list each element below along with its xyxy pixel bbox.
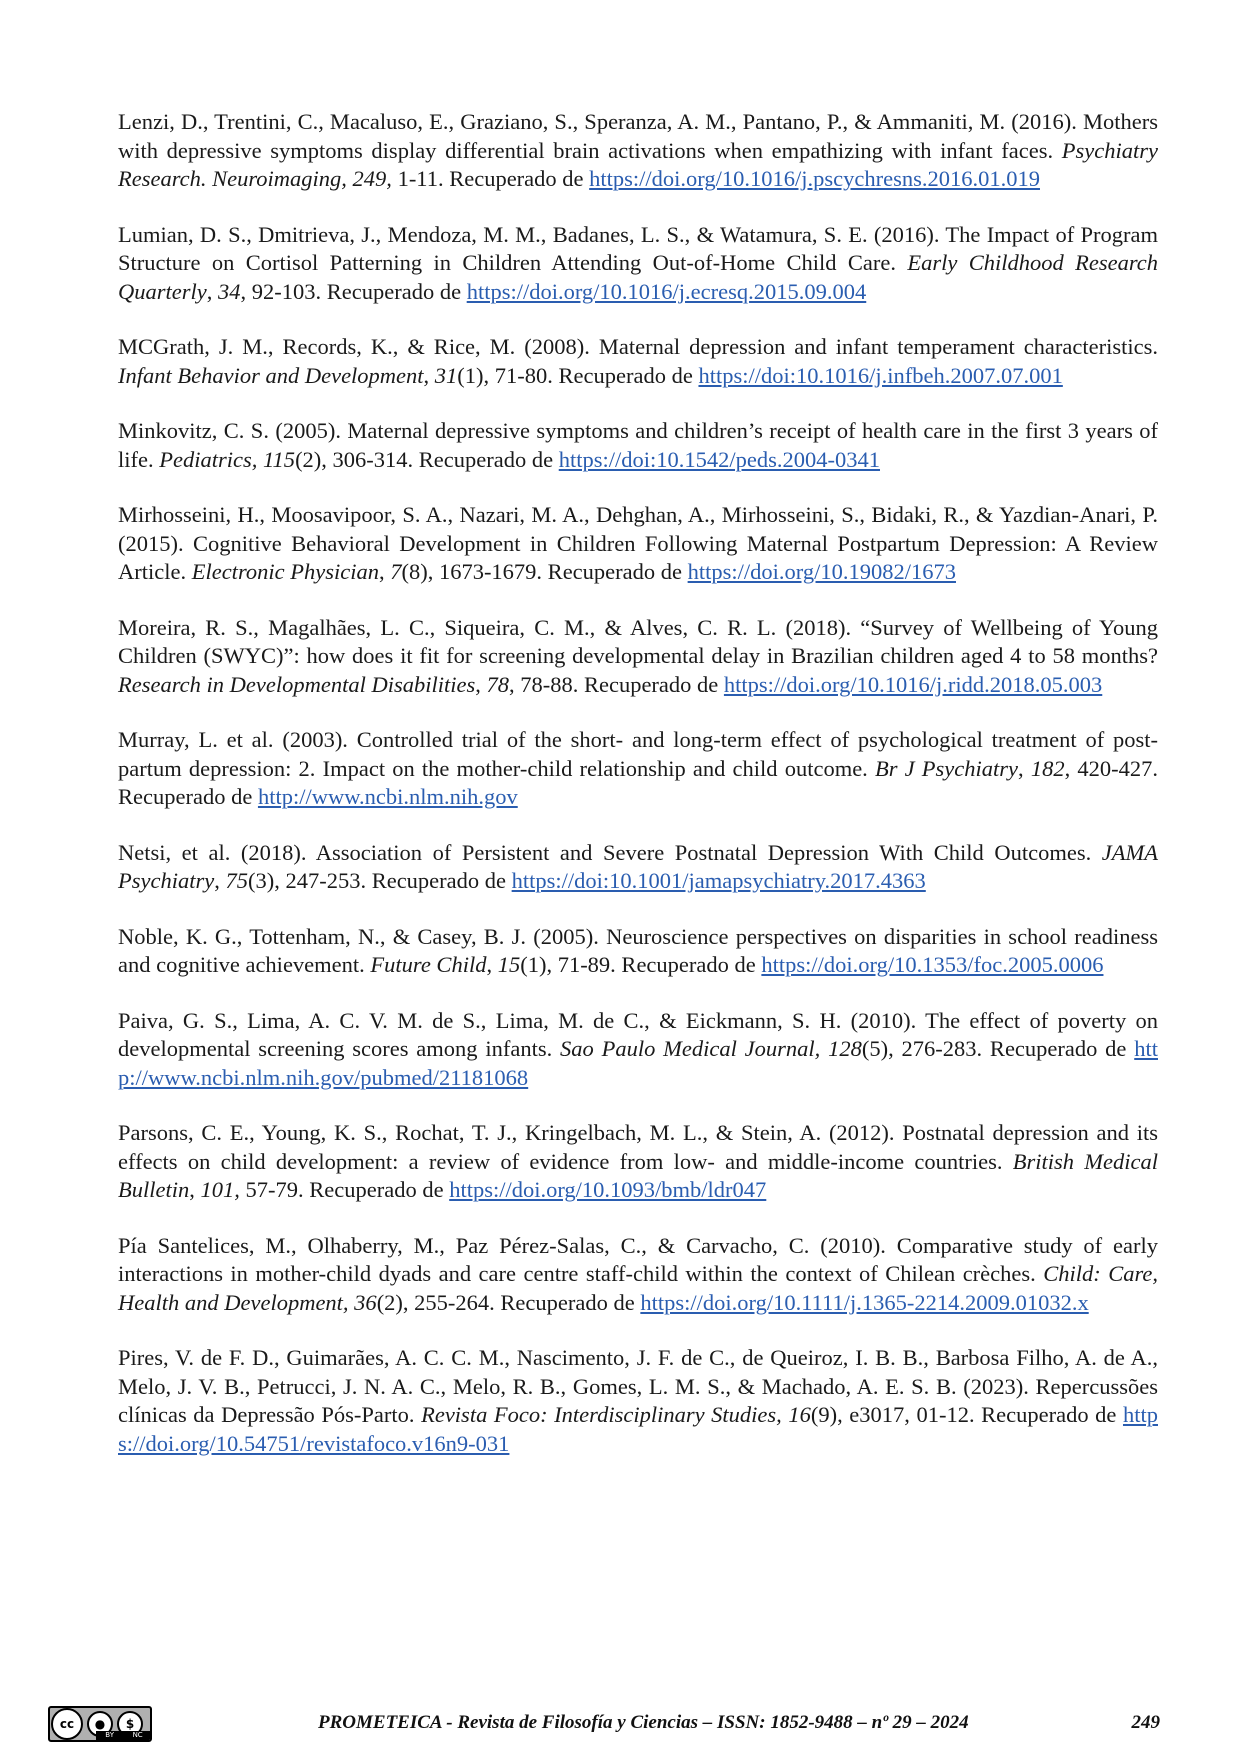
page-number: 249 <box>1131 1712 1160 1733</box>
reference-text: , <box>206 278 218 304</box>
reference-italic-text: JAMA Psychiatry <box>118 839 1158 893</box>
by-person-icon: ● <box>87 1711 113 1737</box>
reference-link[interactable]: https://doi.org/10.1093/bmb/ldr047 <box>449 1177 767 1202</box>
reference-link[interactable]: https://doi.org/10.1353/foc.2005.0006 <box>761 952 1104 977</box>
reference-text: Minkovitz, C. S. (2005). Maternal depressive symptoms and children’s receipt of health care in the first 3 years of life. <box>118 418 1158 472</box>
reference-text: , <box>423 362 435 388</box>
reference-text: , <box>475 671 487 697</box>
reference-italic-text: Research in Developmental Disabilities <box>118 671 476 697</box>
reference-text: Murray, L. et al. (2003). Controlled trial of the short- and long-term effect of psychological treatment of post-partum depression: 2. Impact on the mother-child relationship and child outcome. <box>118 727 1158 781</box>
reference-link[interactable]: https://doi:10.1542/peds.2004-0341 <box>558 446 880 472</box>
reference-text: Pires, V. de F. D., Guimarães, A. C. C. M., Nascimento, J. F. de C., de Queiroz, I. B. B., Barbosa Filho, A. de A., Melo, J. V. B., Petrucci, J. N. A. C., Melo, R. B., Gomes, L. M. S., & Machado, A. E. S. B. (2023). Repercussões clínicas da Depressão Pós-Parto. <box>118 1345 1158 1427</box>
reference-text: Noble, K. G., Tottenham, N., & Casey, B. J. (2005). Neuroscience perspectives on disparities in school readiness and cognitive achievement. <box>118 923 1158 977</box>
reference-entry <box>118 221 1158 307</box>
reference-text: 57-79. Recuperado de <box>239 1177 450 1202</box>
reference-entry <box>118 1007 1158 1093</box>
reference-text: , <box>486 952 498 977</box>
reference-text: (8), 1673-1679. Recuperado de <box>401 559 688 584</box>
reference-entry <box>118 501 1158 587</box>
reference-entry <box>118 923 1158 980</box>
reference-link[interactable]: https://doi.org/10.1016/j.pscychresns.2016.01.019 <box>589 166 1040 191</box>
reference-italic-text: 31 <box>434 362 458 388</box>
reference-italic-text: Infant Behavior and Development <box>118 362 424 388</box>
reference-text: (3), 247-253. Recuperado de <box>247 868 512 893</box>
cc-by-nc-license-icon[interactable] <box>48 1706 152 1742</box>
reference-text: , 92-103. Recuperado de <box>240 278 467 304</box>
reference-text: MCGrath, J. M., Records, K., & Rice, M. (2008). Maternal depression and infant temperament characteristics. <box>118 334 1158 359</box>
reference-text: Moreira, R. S., Magalhães, L. C., Siqueira, C. M., & Alves, C. R. L. (2018). “Survey of Wellbeing of Young Children (SWYC)”: how does it fit for screening developmental delay in Brazilian children aged 4 to 58 months? <box>118 614 1158 668</box>
reference-text: , <box>214 868 226 893</box>
reference-italic-text: Child: Care, Health and Development, 36 <box>118 1261 1158 1315</box>
reference-text: , <box>378 559 391 584</box>
reference-entry <box>118 108 1158 194</box>
reference-link[interactable]: http://www.ncbi.nlm.nih.gov/pubmed/21181068 <box>118 1036 1158 1090</box>
reference-italic-text: Electronic Physician <box>191 559 379 584</box>
reference-text: Lenzi, D., Trentini, C., Macaluso, E., Graziano, S., Speranza, A. M., Pantano, P., & Ammaniti, M. (2016). Mothers with depressive symptoms display differential brain activations when empathizing with infant faces. <box>118 109 1158 163</box>
cc-logo-icon: cc <box>51 1708 83 1740</box>
reference-text: , <box>189 1177 201 1202</box>
license-label-by: BY <box>105 1731 114 1739</box>
reference-italic-text: British Medical Bulletin <box>118 1148 1159 1202</box>
reference-text: (5), 276-283. Recuperado de <box>861 1036 1135 1061</box>
reference-link[interactable]: https://doi.org/10.19082/1673 <box>687 559 956 584</box>
reference-text: (1), 71-80. Recuperado de <box>457 362 699 388</box>
reference-entry <box>118 726 1158 812</box>
reference-text: (2), 306-314. Recuperado de <box>295 446 559 472</box>
journal-citation: PROMETEICA - Revista de Filosofía y Ciencias – ISSN: 1852-9488 – nº 29 – 2024 <box>318 1712 969 1733</box>
reference-italic-text: Revista Foco: Interdisciplinary Studies, 16 <box>421 1402 811 1427</box>
reference-italic-text: Future Child <box>370 952 487 977</box>
reference-italic-text: Psychiatry Research. Neuroimaging, 249, <box>118 137 1158 191</box>
reference-italic-text: 75 <box>225 868 248 893</box>
reference-entry <box>118 1232 1158 1318</box>
license-label-nc: NC <box>132 1731 143 1739</box>
reference-link[interactable]: https://doi.org/10.1016/j.ecresq.2015.09.004 <box>466 278 867 304</box>
reference-text: (2), 255-264. Recuperado de <box>376 1289 641 1315</box>
reference-italic-text: Pediatrics, 115 <box>159 446 296 472</box>
reference-italic-text: 101, <box>200 1177 240 1202</box>
reference-italic-text: 34 <box>218 278 241 304</box>
reference-entry <box>118 1344 1158 1458</box>
reference-link[interactable]: https://doi:10.1016/j.infbeh.2007.07.001 <box>698 362 1063 388</box>
reference-italic-text: 78 <box>486 671 509 697</box>
reference-text: Paiva, G. S., Lima, A. C. V. M. de S., Lima, M. de C., & Eickmann, S. H. (2010). The effect of poverty on developmental screening scores among infants. <box>118 1007 1158 1061</box>
reference-link[interactable]: http://www.ncbi.nlm.nih.gov <box>257 784 518 809</box>
page-footer <box>48 1706 1160 1746</box>
reference-text: , <box>1018 755 1031 781</box>
reference-text: , 420-427. Recuperado de <box>118 755 1158 809</box>
reference-text: Parsons, C. E., Young, K. S., Rochat, T. J., Kringelbach, M. L., & Stein, A. (2012). Postnatal depression and its effects on child development: a review of evidence from low- and middle-income countries. <box>118 1120 1158 1174</box>
reference-italic-text: Early Childhood Research Quarterly <box>118 250 1158 304</box>
reference-text: (1), 71-89. Recuperado de <box>520 952 762 977</box>
reference-entry <box>118 333 1158 390</box>
license-labels <box>96 1731 152 1740</box>
nc-dollar-icon: $ <box>117 1711 143 1737</box>
reference-link[interactable]: https://doi.org/10.54751/revistafoco.v16n9-031 <box>118 1402 1158 1456</box>
reference-italic-text: Sao Paulo Medical Journal, 128 <box>560 1036 862 1061</box>
reference-text: (9), e3017, 01-12. Recuperado de <box>810 1402 1123 1427</box>
reference-entry <box>118 1119 1158 1205</box>
reference-text: Lumian, D. S., Dmitrieva, J., Mendoza, M. M., Badanes, L. S., & Watamura, S. E. (2016). The Impact of Program Structure on Cortisol Patterning in Children Attending Out-of-Home Child Care. <box>118 221 1158 275</box>
reference-link[interactable]: https://doi.org/10.1111/j.1365-2214.2009.01032.x <box>640 1289 1089 1315</box>
reference-italic-text: 7 <box>390 559 402 584</box>
reference-text: Netsi, et al. (2018). Association of Persistent and Severe Postnatal Depression With Child Outcomes. <box>118 839 1102 865</box>
reference-italic-text: 15 <box>497 952 521 977</box>
reference-entry <box>118 614 1158 700</box>
reference-entry <box>118 839 1158 896</box>
reference-text: Mirhosseini, H., Moosavipoor, S. A., Nazari, M. A., Dehghan, A., Mirhosseini, S., Bidaki, R., & Yazdian-Anari, P. (2015). Cognitive Behavioral Development in Children Following Maternal Postpartum Depression: A Review Article. <box>118 502 1158 584</box>
reference-italic-text: 182 <box>1030 755 1065 781</box>
reference-link[interactable]: https://doi:10.1001/jamapsychiatry.2017.4363 <box>511 868 926 893</box>
reference-entry <box>118 417 1158 474</box>
reference-italic-text: Br J Psychiatry <box>874 755 1019 781</box>
reference-text: 1-11. Recuperado de <box>391 166 590 191</box>
reference-list <box>118 108 1158 1485</box>
reference-link[interactable]: https://doi.org/10.1016/j.ridd.2018.05.003 <box>723 671 1103 697</box>
reference-text: Pía Santelices, M., Olhaberry, M., Paz Pérez-Salas, C., & Carvacho, C. (2010). Comparative study of early interactions in mother-child dyads and care centre staff-child within the context of Chilean crèches. <box>118 1232 1158 1286</box>
reference-text: , 78-88. Recuperado de <box>508 671 724 697</box>
